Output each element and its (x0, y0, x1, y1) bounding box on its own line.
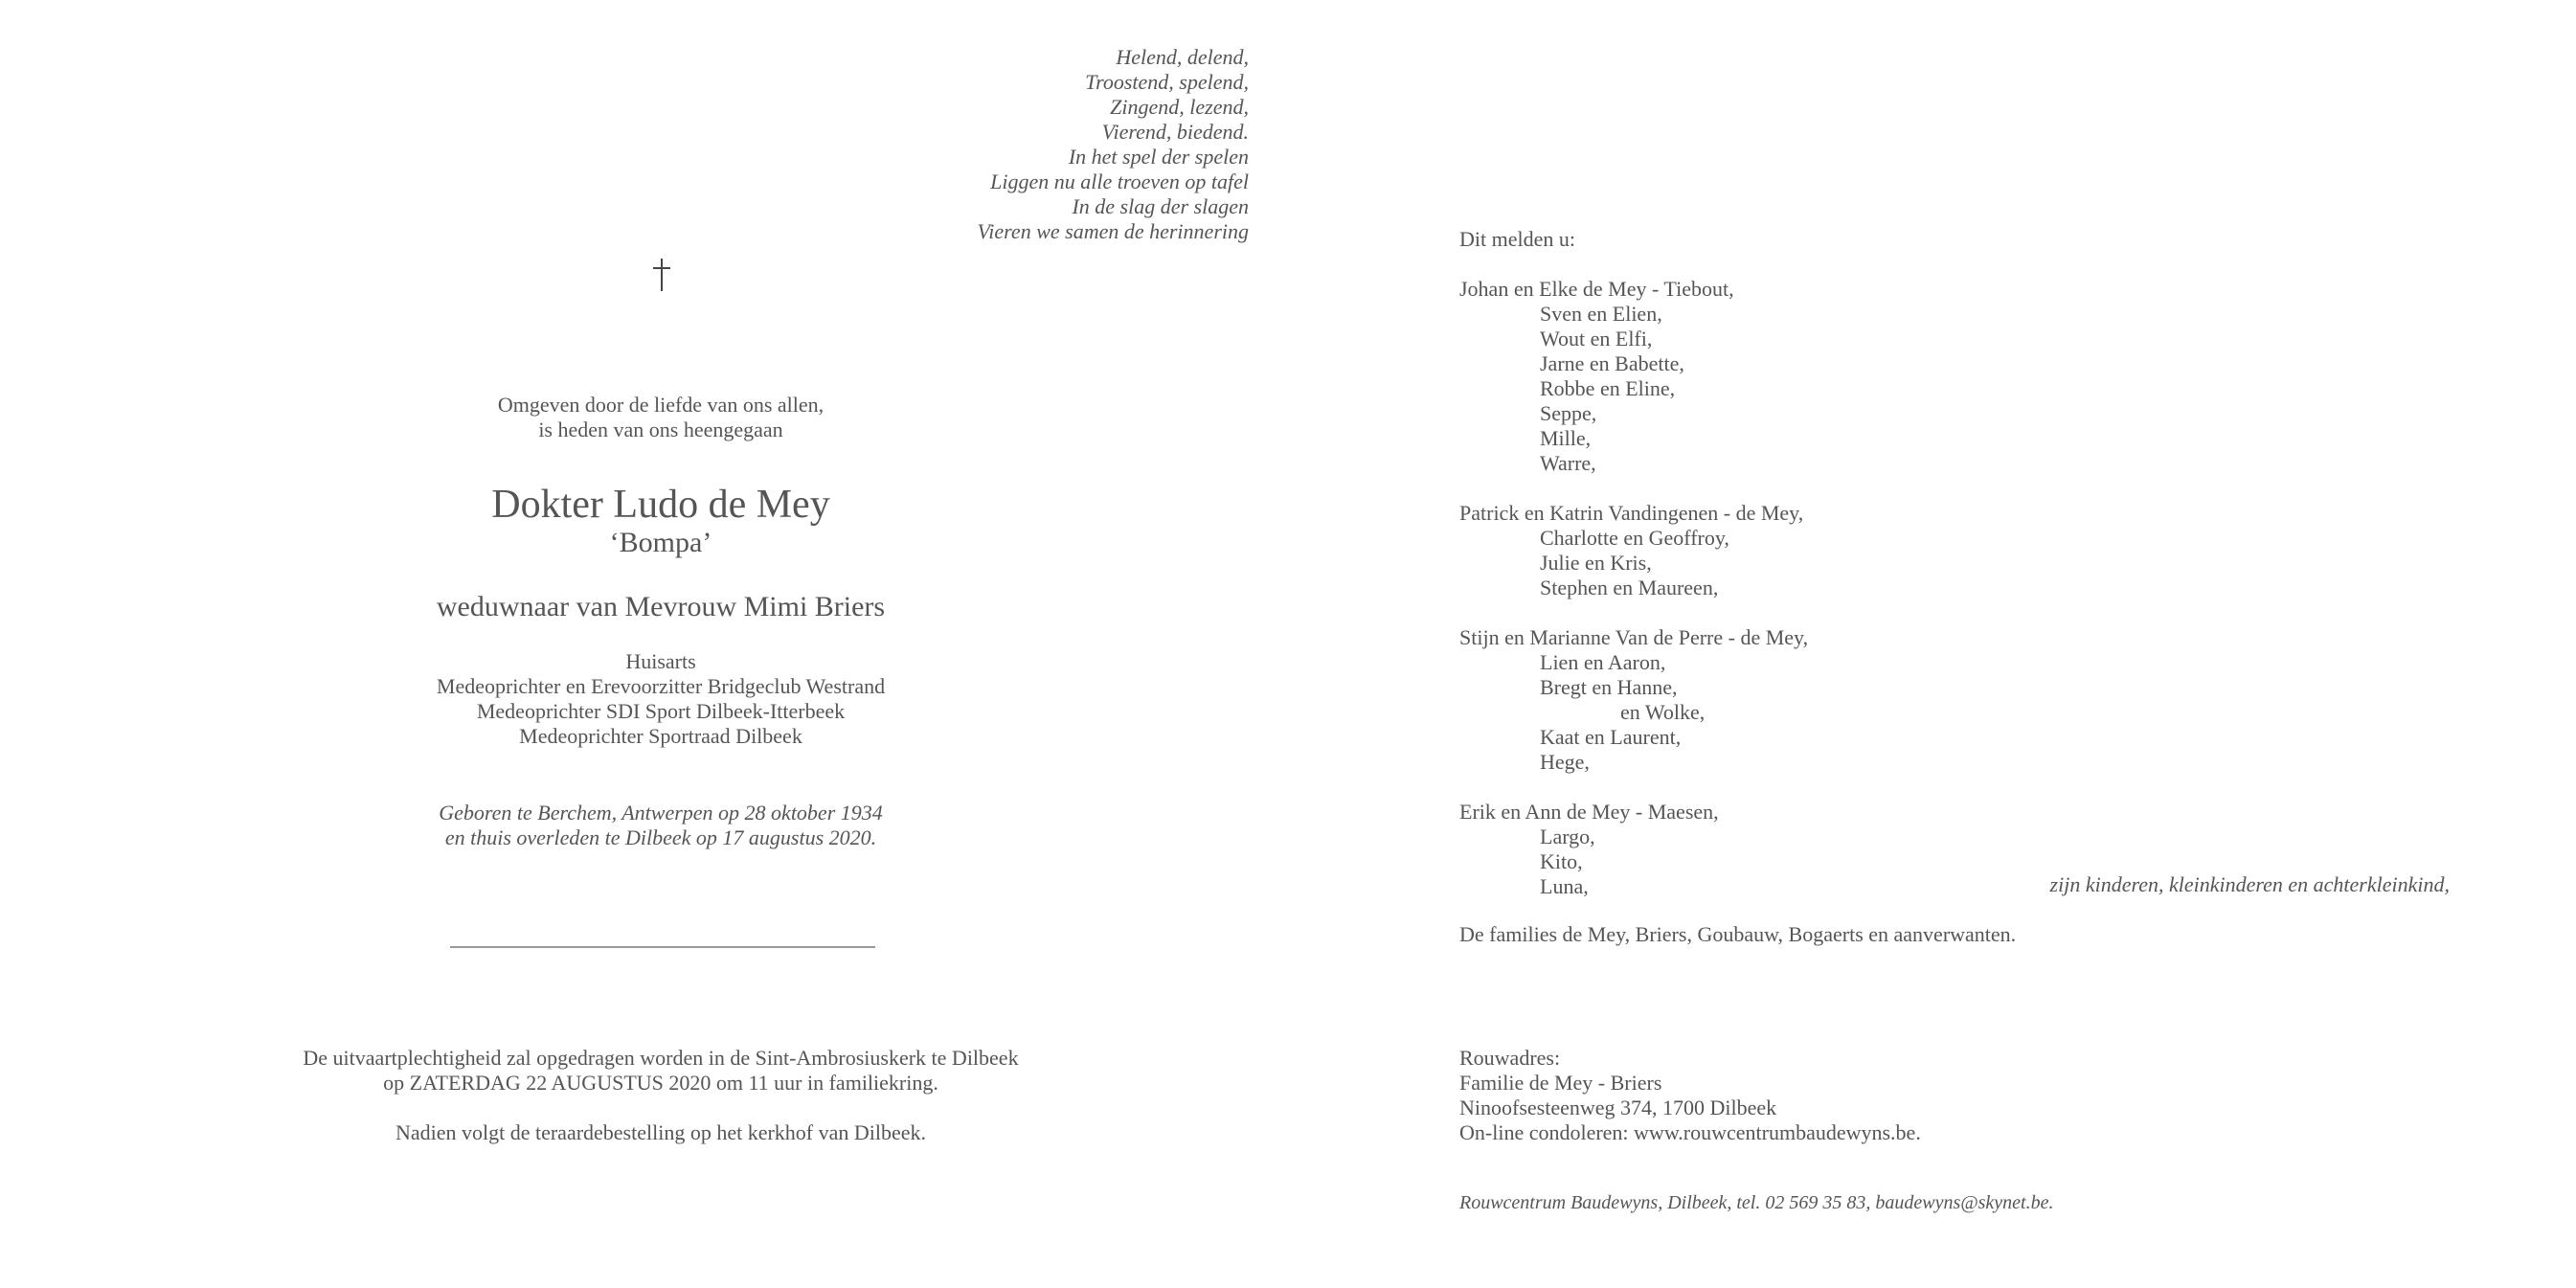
family-member: Mille, (1540, 426, 1592, 450)
mourning-address (1459, 1046, 1921, 1145)
family-member: Sven en Elien, (1540, 302, 1662, 326)
funeral-line: op ZATERDAG 22 AUGUSTUS 2020 om 11 uur in familiekring. (383, 1071, 938, 1095)
family-member: Kaat en Laurent, (1540, 725, 1682, 749)
other-families: De families de Mey, Briers, Goubauw, Bogaerts en aanverwanten. (1459, 922, 2017, 946)
poem-line: Zingend, lezend, (1110, 95, 1249, 119)
role-item: Medeoprichter SDI Sport Dilbeek-Itterbeek (476, 699, 846, 723)
family-member: Julie en Kris, (1540, 551, 1652, 575)
poem-line: Vierend, biedend. (1101, 120, 1249, 144)
funeral-info (182, 1046, 1140, 1096)
family-head: Patrick en Katrin Vandingenen - de Mey, (1459, 501, 1804, 525)
roles-list (182, 649, 1140, 749)
family-head: Johan en Elke de Mey - Tiebout, (1459, 277, 1734, 301)
poem (770, 45, 1249, 244)
poem-line: Vieren we samen de herinnering (977, 219, 1249, 243)
family-member: Jarne en Babette, (1540, 351, 1684, 375)
poem-line: Liggen nu alle troeven op tafel (990, 169, 1249, 193)
role-item: Medeoprichter Sportraad Dilbeek (519, 724, 802, 748)
address-name: Familie de Mey - Briers (1459, 1071, 1662, 1095)
mourners-intro: Dit melden u: (1459, 227, 1575, 251)
birth-death-info (182, 801, 1140, 850)
address-label: Rouwadres: (1459, 1046, 1561, 1070)
family-member: Wout en Elfi, (1540, 327, 1653, 350)
family-member: Lien en Aaron, (1540, 650, 1666, 674)
poem-line: In de slag der slagen (1072, 194, 1249, 218)
family-head: Stijn en Marianne Van de Perre - de Mey, (1459, 625, 1809, 649)
intro-line: Omgeven door de liefde van ons allen, (497, 393, 825, 417)
funeral-agency: Rouwcentrum Baudewyns, Dilbeek, tel. 02 569 35 83, baudewyns@skynet.be. (1459, 1192, 2054, 1213)
deceased-name: Dokter Ludo de Mey (491, 483, 830, 527)
widower-line: weduwnaar van Mevrouw Mimi Briers (436, 591, 886, 622)
family-member: en Wolke, (1620, 700, 1706, 724)
family-member: Bregt en Hanne, (1540, 675, 1678, 699)
birth-line: Geboren te Berchem, Antwerpen op 28 oktober 1934 (439, 801, 883, 825)
death-line: en thuis overleden te Dilbeek op 17 augustus 2020. (444, 825, 877, 849)
intro-line: is heden van ons heengegaan (538, 418, 783, 441)
intro-text (182, 393, 1140, 442)
family-member: Warre, (1540, 451, 1596, 475)
address-street: Ninoofsesteenweg 374, 1700 Dilbeek (1459, 1096, 1777, 1119)
family-member: Charlotte en Geoffroy, (1540, 526, 1729, 550)
family-member: Robbe en Eline, (1540, 376, 1676, 400)
family-member: Stephen en Maureen, (1540, 576, 1719, 599)
role-item: Huisarts (625, 649, 696, 673)
funeral-line: De uitvaartplechtigheid zal opgedragen worden in de Sint-Ambrosiuskerk te Dilbeek (303, 1046, 1019, 1070)
relation-summary: zijn kinderen, kleinkinderen en achterkleinkind, (2049, 872, 2450, 896)
family-member: Kito, (1540, 849, 1583, 873)
family-member: Seppe, (1540, 401, 1597, 425)
family-head: Erik en Ann de Mey - Maesen, (1459, 800, 1719, 824)
family-member: Hege, (1540, 750, 1590, 774)
poem-line: Troostend, spelend, (1085, 70, 1249, 94)
families-list (1459, 277, 1808, 899)
poem-line: In het spel der spelen (1068, 145, 1249, 169)
family-member: Largo, (1540, 825, 1595, 848)
poem-line: Helend, delend, (1116, 45, 1249, 69)
role-item: Medeoprichter en Erevoorzitter Bridgeclub Westrand (436, 674, 886, 698)
deceased-nickname: ‘Bompa’ (609, 527, 712, 558)
online-condolence-link[interactable]: On-line condoleren: www.rouwcentrumbaudewyns.be. (1459, 1120, 1921, 1144)
divider (450, 946, 875, 948)
burial-info: Nadien volgt de teraardebestelling op het kerkhof van Dilbeek. (395, 1120, 927, 1144)
family-member: Luna, (1540, 874, 1589, 898)
